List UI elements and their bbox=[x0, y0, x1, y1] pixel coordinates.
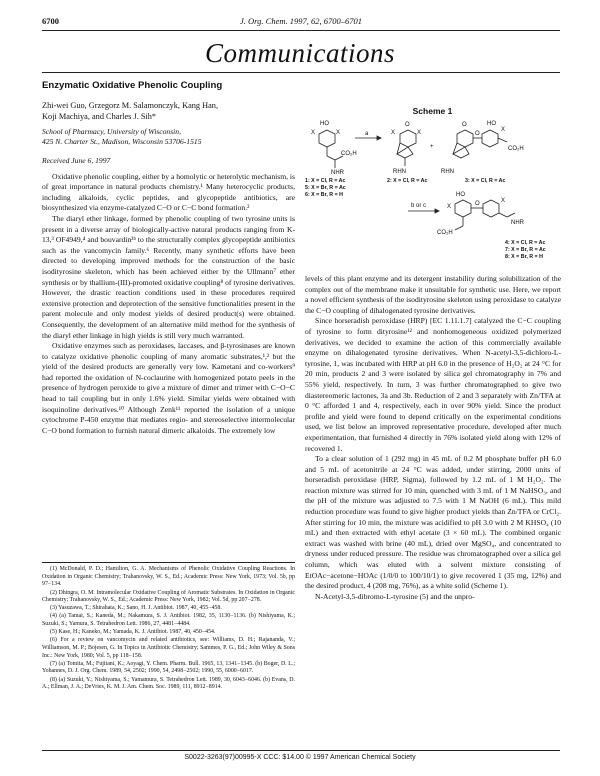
atom-label: O bbox=[462, 122, 467, 128]
compound-label: 8: X = Br, R = H bbox=[505, 254, 543, 260]
atom-label: HO bbox=[456, 192, 465, 198]
body-paragraph: levels of this plant enzyme and its detergent instability during solubilization of the complex out of the membrane make it unsuitable for synthetic use. Here, we report a novel efficient synthesis of the isodityrosine skeleton using peroxidase to catalyze the C−O coupling of dihalogenated tyrosine derivatives. bbox=[305, 274, 561, 315]
atom-label: CO₂H bbox=[508, 146, 524, 152]
benzene-ring bbox=[319, 130, 335, 147]
body-paragraph: N-Acetyl-3,5-dibromo-L-tyrosine (5) and the unpro- bbox=[315, 591, 475, 601]
reference: (7) (a) Tomita, M.; Fujitani, K.; Aoyagi, Y. Chem. Pharm. Bull. 1965, 13, 1341−1345. (b) Boger, D. L.; Yohannes, D. J. Org. Chem. 1989, 54, 2502; 1990, 54, 2498−2502; 1990, 55, 6000−6017. bbox=[42, 660, 295, 675]
atom-label: HO bbox=[487, 121, 496, 127]
scheme-title: Scheme 1 bbox=[412, 106, 453, 116]
compound-label: 4: X = Cl, R = Ac bbox=[505, 240, 546, 246]
compound-label: 3: X = Cl, R = Ac bbox=[465, 178, 506, 184]
footnote-rule bbox=[42, 562, 295, 563]
atom-label: NHR bbox=[331, 170, 344, 176]
arrow-label-b: b or c bbox=[411, 203, 427, 209]
reference: (6) For a review on vancomycin and related antibiotics, see: Williams, D. H.; Rajananda, V.; Williamson, M. P.; Bojesen, G. In Topics in Antibiotic Chemistry; Sammes, P. G., Ed.; John Wiley & Sons Inc.: New York, 1980; Vol. 5, pp 118−158. bbox=[42, 637, 295, 659]
atom-label: O bbox=[475, 201, 480, 207]
reference: (3) Yasuzawa, T.; Shirahata, K.; Sano, H. J. Antibiot. 1987, 40, 455−458. bbox=[50, 605, 222, 612]
header-rule bbox=[42, 30, 560, 31]
lactone-ring bbox=[453, 147, 469, 158]
received-date: Received June 6, 1997 bbox=[42, 156, 111, 165]
lactone-ring bbox=[397, 147, 413, 158]
left-column bbox=[42, 80, 295, 436]
atom-label: X bbox=[336, 130, 341, 136]
benzene-ring bbox=[455, 200, 471, 217]
reference: (1) McDonald, P. D.; Hamilton, G. A. Mechanisms of Phenolic Oxidative Coupling Reactions. In Oxidation in Organic Chemistry; Trahanovsky, W. S., Ed.; Academic Press: New York, 1973; Vol. 5b, pp 97−134. bbox=[42, 566, 295, 588]
atom-label: NHR bbox=[511, 220, 524, 226]
page-footer: S0022-3263(97)00995-X CCC: $14.00 © 1997 American Chemical Society bbox=[184, 754, 416, 761]
atom-label: HO bbox=[320, 121, 329, 127]
running-header bbox=[42, 16, 560, 30]
authors-line: Koji Machiya, and Charles J. Sih* bbox=[42, 112, 157, 121]
affiliation bbox=[42, 127, 295, 147]
atom-label: CO₂H bbox=[341, 151, 357, 157]
atom-label: X bbox=[501, 127, 506, 133]
reaction-scheme bbox=[305, 116, 563, 266]
affiliation-line: School of Pharmacy, University of Wisconsin, bbox=[42, 127, 181, 136]
atom-label: X bbox=[417, 130, 422, 136]
atom-label: X bbox=[391, 130, 396, 136]
references bbox=[42, 566, 295, 692]
body-paragraph: Oxidative phenolic coupling, either by a homolytic or heterolytic mechanism, is of great importance in natural products chemistry.¹ Many heterocyclic products, including alkaloids, cyclic peptides, and glycopeptide antibiotics, are biosynthesized via enzyme-catalyzed C−O or C−C bond formation.² bbox=[42, 171, 295, 213]
arrow-label-a: a bbox=[365, 131, 369, 137]
article-title: Enzymatic Oxidative Phenolic Coupling bbox=[42, 80, 223, 91]
journal-citation: J. Org. Chem. 1997, 62, 6700–6701 bbox=[240, 16, 362, 26]
scheme-drawing bbox=[305, 116, 563, 266]
authors-line: Zhi-wei Guo, Grzegorz M. Salamonczyk, Kang Han, bbox=[42, 101, 219, 110]
compound-label: 2: X = Cl, R = Ac bbox=[387, 178, 428, 184]
reference: (8) (a) Suzuki, Y.; Nishiyama, S.; Yamamura, S. Tetrahedron Lett. 1989, 30, 6043−6046. (b) Evans, D. A.; Ellman, J. A.; DeVries, K. M. J. Am. Chem. Soc. 1989, 111, 8912−8914. bbox=[42, 676, 295, 691]
body-paragraph: Oxidative enzymes such as peroxidases, laccases, and β-tyrosinases are known to catalyze oxidative phenolic coupling of many aromatic substrates,¹,² but the yield of the desired products are generally very low. Kametani and co-workers⁹ had reported the oxidation of N-coclaurine with homogenized potato peels in the presence of hydrogen peroxide to give a mixture of dimer and trimer with C−O−C head to tail coupling but in only 1.6% yield. Similar yields were obtained with isoquinoline derivatives.¹⁰ Although Zenk¹¹ reported the isolation of a unique cytochrome P-450 enzyme that mediates regio- and stereoselective intermolecular C−O bond formation to furnish natural dimeric alkaloids. The extremely low bbox=[42, 341, 295, 435]
reference: (5) Kase, H.; Kaneko, M.; Yamada, K. J. Antibiot. 1987, 40, 450−454. bbox=[50, 629, 216, 636]
section-rule bbox=[42, 72, 560, 73]
compound-label: 6: X = Br, R = H bbox=[305, 192, 343, 198]
plus-sign: + bbox=[430, 144, 434, 150]
dienone-ring bbox=[457, 130, 473, 147]
right-column bbox=[305, 274, 561, 602]
section-title: Communications bbox=[204, 38, 395, 68]
atom-label: RHN bbox=[441, 169, 454, 175]
dienone-ring bbox=[400, 130, 416, 147]
atom-label: O bbox=[475, 131, 480, 137]
body-paragraph: The diaryl ether linkage, formed by phenolic coupling of two tyrosine units is present in a diverse array of biologically-active natural products ranging from K-13,³ OF4949,⁴ and bouvardin³ᵇ to the structurally complex glycopeptide antibiotics such as the vancomycin family.⁶ Recently, many synthetic efforts have been directed to developing improved methods for the construction of the basic isodityrosine skeleton, which has been achieved either by the Ullmann⁷ ether synthesis or by thallium-(III)-promoted oxidative coupling⁸ of tyrosine derivatives. However, the drastic reaction conditions used in these procedures required extensive protection and deprotection of the sensitive functionalities present in the parent molecule and only modest yields of desired product(s) were obtained. Consequently, the development of an alternative mild method for the synthesis of the diaryl ether linkage in high yields is still very much warranted. bbox=[42, 213, 295, 340]
page-number: 6700 bbox=[42, 16, 59, 26]
compound-label: 7: X = Br, R = Ac bbox=[505, 247, 546, 253]
atom-label: X bbox=[501, 198, 506, 204]
body-paragraph: Since horseradish peroxidase (HRP) [EC 1.11.1.7] catalyzed the C−C coupling of tyrosine to form dityrosine¹² and nonhomogeneous oxidized polymerized derivatives, we decided to examine the action of this commercially available enzyme on dihalogenated tyrosine derivatives. When N-acetyl-3,5-dichloro-L-tyrosine, 1, was incubated with HRP at pH 6.0 in the presence of H₂O₂ at 24 °C for 20 min, products 2 and 3 were isolated by silica gel chromatography in 7% and 55% yield, respectively. In turn, 3 was further chromatographed to give two diastereomeric lactones, 3a and 3b. Reduction of 2 and 3 separately with Zn/TFA at 0 °C afforded 1 and 4, respectively, each in over 90% yield. Since the product profile and yield were found to depend critically on the experimental conditions used, we list below an improved representative procedure, developed after much experimentation, that furnished 4 directly in 76% isolated yield along with 12% of recovered 1. bbox=[305, 316, 561, 453]
atom-label: CO₂H bbox=[437, 230, 453, 236]
atom-label: X bbox=[447, 204, 452, 210]
atom-label: O bbox=[405, 122, 410, 128]
affiliation-line: 425 N. Charter St., Madison, Wisconsin 53706-1515 bbox=[42, 137, 202, 146]
authors bbox=[42, 100, 295, 122]
benzene-ring bbox=[483, 200, 499, 217]
footer-rule bbox=[42, 750, 560, 751]
benzene-ring bbox=[482, 130, 498, 147]
body-paragraph: To a clear solution of 1 (292 mg) in 45 mL of 0.2 M phosphate buffer pH 6.0 and 5 mL of acetonitrile at 24 °C was added, under stirring, 2000 units of horseradish peroxidase (HRP, Sigma), followed by 1.2 mL of 1 M H₂O₂. The reaction mixture was stirred for 10 min, quenched with 3 mL of 1 M NaHSO₃, and the pH of the mixture was adjusted to 7.5 with 1 M NaOH (6 mL). This mild reduction procedure was found to give higher product yields than Zn/TFA or CrCl₂. After stirring for 10 min, the mixture was acidified to pH 3.0 with 2 M KHSO₄ (10 mL) and then extracted with ethyl acetate (3 × 60 mL). The combined organic extract was washed with brine (40 mL), dried over MgSO₄, and concentrated to dryness under reduced pressure. The residue was chromatographed over a silica gel column, which was eluted with a solvent mixture consisting of EtOAc−acetone−HOAc (1/0/0 to 100/10/1) to give recovered 1 (35 mg, 12%) and the desired product, 4 (208 mg, 76%), as a white solid (Scheme 1). bbox=[305, 454, 561, 591]
atom-label: RHN bbox=[393, 169, 406, 175]
compound-label: 5: X = Br, R = Ac bbox=[305, 185, 346, 191]
atom-label: X bbox=[311, 130, 316, 136]
reference: (4) (a) Tamai, S.; Kaneda, M.; Nakamura, S. J. Antibiot. 1982, 35, 1130−1136. (b) Nishiyama, K.; Suzuki, S.; Yamura, S. Tetrahedron Lett. 1986, 27, 4481−4484. bbox=[42, 613, 295, 628]
reference: (2) Dhingra, O. M. Intramolecular Oxidative Coupling of Aromatic Substrates. In Oxidation in Organic Chemistry; Trahanovsky, W. S., Ed.; Academic Press: New York, 1982; Vol. 5d, pp 207−278. bbox=[42, 589, 295, 604]
compound-label: 1: X = Cl, R = Ac bbox=[305, 178, 346, 184]
